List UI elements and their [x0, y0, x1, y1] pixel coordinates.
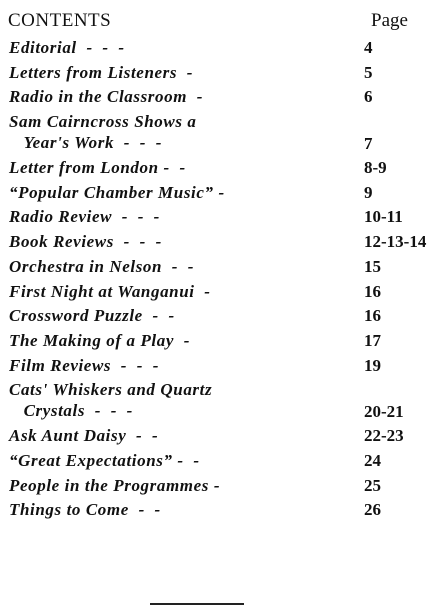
- toc-entry-page: 17: [364, 330, 381, 350]
- toc-entry-page: 5: [364, 62, 373, 82]
- page-column-heading: Page: [371, 10, 408, 31]
- toc-entry-title: Letters from Listeners -: [9, 62, 194, 82]
- toc-entry-page: 24: [364, 450, 381, 470]
- toc-entry-page: 25: [364, 475, 381, 495]
- toc-entry-title: Cats' Whiskers and Quartz Crystals - - -: [9, 380, 213, 421]
- contents-heading: CONTENTS: [8, 10, 112, 31]
- toc-entry[interactable]: [9, 499, 429, 524]
- toc-entry-title: People in the Programmes -: [9, 475, 221, 495]
- toc-entry-title: Things to Come - -: [9, 500, 161, 520]
- toc-entry-title: Sam Cairncross Shows a Year's Work - - -: [9, 112, 197, 153]
- toc-entry[interactable]: [9, 256, 429, 281]
- toc-entry[interactable]: [9, 182, 429, 207]
- toc-entry-page: 19: [364, 355, 381, 375]
- toc-entry[interactable]: [9, 475, 429, 500]
- toc-entry-title: First Night at Wanganui -: [9, 281, 211, 301]
- table-of-contents: [9, 37, 429, 524]
- toc-entry[interactable]: [9, 355, 429, 380]
- contents-header: [8, 6, 421, 32]
- toc-entry-page: 7: [364, 134, 373, 154]
- toc-entry[interactable]: [9, 305, 429, 330]
- toc-entry-page: 22-23: [364, 426, 404, 446]
- toc-entry-page: 26: [364, 500, 381, 520]
- toc-entry-title: Radio in the Classroom -: [9, 87, 204, 107]
- toc-entry-page: 6: [364, 87, 373, 107]
- toc-entry[interactable]: [9, 157, 429, 182]
- toc-entry-title: “Popular Chamber Music” -: [9, 182, 225, 202]
- toc-entry-page: 20-21: [364, 402, 404, 422]
- toc-entry-title: “Great Expectations” - -: [9, 450, 200, 470]
- toc-entry-page: 10-11: [364, 207, 403, 227]
- toc-entry-title: Film Reviews - - -: [9, 355, 159, 375]
- toc-entry[interactable]: [9, 425, 429, 450]
- bottom-divider: [150, 603, 244, 605]
- toc-entry[interactable]: [9, 206, 429, 231]
- toc-entry[interactable]: [9, 379, 429, 425]
- toc-entry-title: Orchestra in Nelson - -: [9, 256, 195, 276]
- toc-entry-page: 16: [364, 281, 381, 301]
- toc-entry[interactable]: [9, 281, 429, 306]
- toc-entry-title: Editorial - - -: [9, 38, 125, 57]
- toc-entry-title: Radio Review - - -: [9, 207, 160, 227]
- toc-entry[interactable]: [9, 450, 429, 475]
- toc-entry-page: 4: [364, 38, 373, 57]
- toc-entry[interactable]: [9, 62, 429, 87]
- toc-entry-page: 16: [364, 306, 381, 326]
- toc-entry[interactable]: [9, 86, 429, 111]
- toc-entry-title: The Making of a Play -: [9, 330, 190, 350]
- toc-entry-page: 9: [364, 182, 373, 202]
- toc-entry-title: Book Reviews - - -: [9, 232, 162, 252]
- toc-entry-page: 12-13-14: [364, 232, 427, 252]
- toc-entry[interactable]: [9, 231, 429, 256]
- toc-entry-title: Ask Aunt Daisy - -: [9, 426, 159, 446]
- toc-entry-title: Crossword Puzzle - -: [9, 306, 175, 326]
- toc-entry-page: 8-9: [364, 158, 387, 178]
- toc-entry-page: 15: [364, 256, 381, 276]
- toc-entry[interactable]: [9, 111, 429, 157]
- toc-entry-title: Letter from London - -: [9, 158, 186, 178]
- toc-entry[interactable]: [9, 37, 429, 62]
- toc-entry[interactable]: [9, 330, 429, 355]
